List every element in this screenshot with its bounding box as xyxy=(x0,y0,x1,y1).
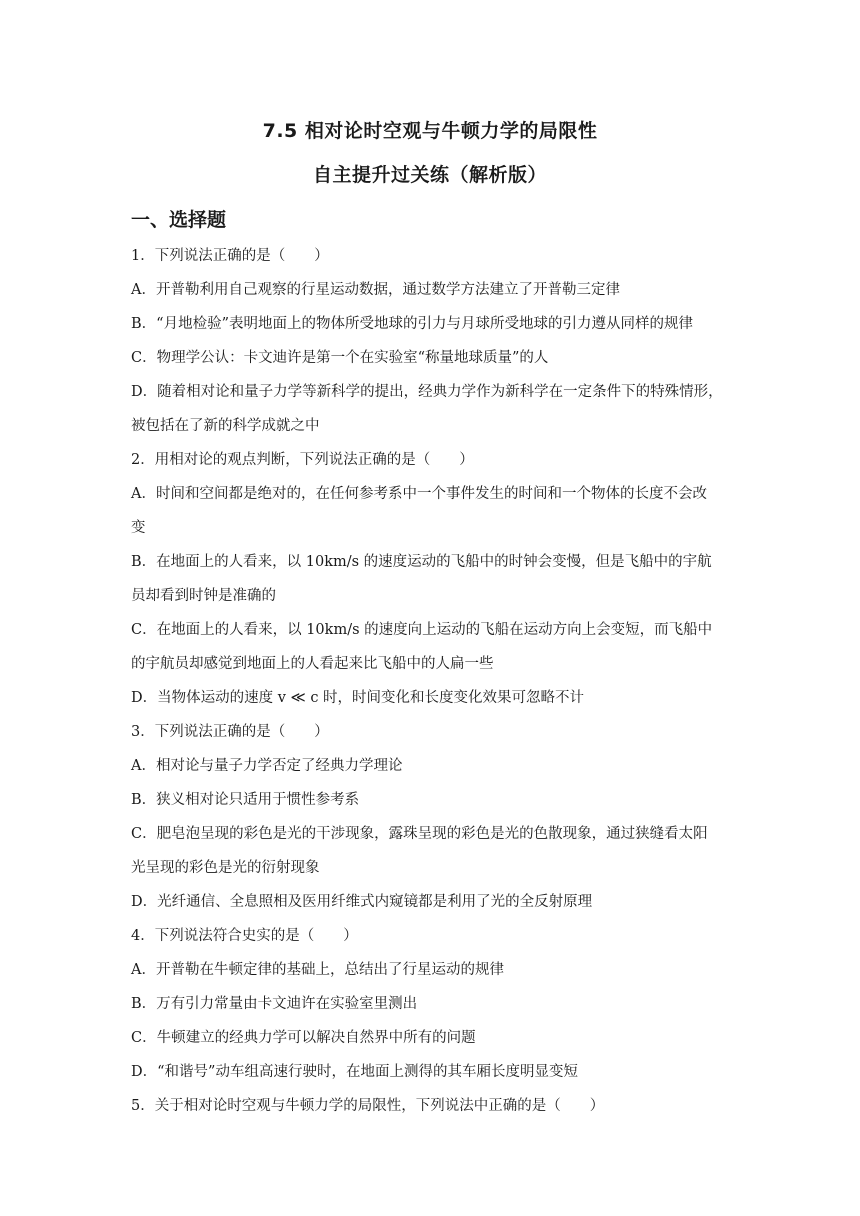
answer-option: C．肥皂泡呈现的彩色是光的干涉现象，露珠呈现的彩色是光的色散现象，通过狭缝看太阳 xyxy=(131,826,708,842)
answer-option: D．当物体运动的速度 v ≪ c 时，时间变化和长度变化效果可忽略不计 xyxy=(131,690,585,706)
answer-option: A．开普勒利用自己观察的行星运动数据，通过数学方法建立了开普勒三定律 xyxy=(131,282,620,298)
answer-option: D．随着相对论和量子力学等新科学的提出，经典力学作为新科学在一定条件下的特殊情形， xyxy=(131,384,723,400)
question-stem: 4．下列说法符合史实的是（ ） xyxy=(131,928,358,944)
answer-option: D．“和谐号”动车组高速行驶时，在地面上测得的其车厢长度明显变短 xyxy=(131,1064,578,1080)
answer-option-continuation: 被包括在了新的科学成就之中 xyxy=(131,418,320,434)
question-stem: 3．下列说法正确的是（ ） xyxy=(131,724,329,740)
question-stem: 5．关于相对论时空观与牛顿力学的局限性，下列说法中正确的是（ ） xyxy=(131,1098,605,1114)
document-title: 7.5 相对论时空观与牛顿力学的局限性 xyxy=(262,120,598,142)
answer-option-continuation: 变 xyxy=(131,520,146,536)
answer-option: D．光纤通信、全息照相及医用纤维式内窥镜都是利用了光的全反射原理 xyxy=(131,894,593,910)
answer-option-continuation: 员却看到时钟是准确的 xyxy=(131,588,276,604)
answer-option-continuation: 光呈现的彩色是光的衍射现象 xyxy=(131,860,320,876)
answer-option: B．“月地检验”表明地面上的物体所受地球的引力与月球所受地球的引力遵从同样的规律 xyxy=(131,316,693,332)
answer-option: A．开普勒在牛顿定律的基础上，总结出了行星运动的规律 xyxy=(131,962,504,978)
section-heading: 一、选择题 xyxy=(131,209,227,231)
answer-option: C．牛顿建立的经典力学可以解决自然界中所有的问题 xyxy=(131,1030,476,1046)
answer-option: B．在地面上的人看来，以 10km/s 的速度运动的飞船中的时钟会变慢，但是飞船中的宇航 xyxy=(131,554,712,570)
answer-option: C．物理学公认：卡文迪许是第一个在实验室“称量地球质量”的人 xyxy=(131,350,549,366)
answer-option-continuation: 的宇航员却感觉到地面上的人看起来比飞船中的人扁一些 xyxy=(131,656,494,672)
question-stem: 1．下列说法正确的是（ ） xyxy=(131,248,329,264)
document-subtitle: 自主提升过关练（解析版） xyxy=(312,164,547,186)
answer-option: B．万有引力常量由卡文迪许在实验室里测出 xyxy=(131,996,418,1012)
answer-option: A．时间和空间都是绝对的，在任何参考系中一个事件发生的时间和一个物体的长度不会改 xyxy=(131,486,707,502)
question-stem: 2．用相对论的观点判断，下列说法正确的是（ ） xyxy=(131,452,474,468)
question-list xyxy=(131,243,731,1127)
answer-option: B．狭义相对论只适用于惯性参考系 xyxy=(131,792,360,808)
answer-option: C．在地面上的人看来，以 10km/s 的速度向上运动的飞船在运动方向上会变短，而飞船中 xyxy=(131,622,713,638)
answer-option: A．相对论与量子力学否定了经典力学理论 xyxy=(131,758,403,774)
